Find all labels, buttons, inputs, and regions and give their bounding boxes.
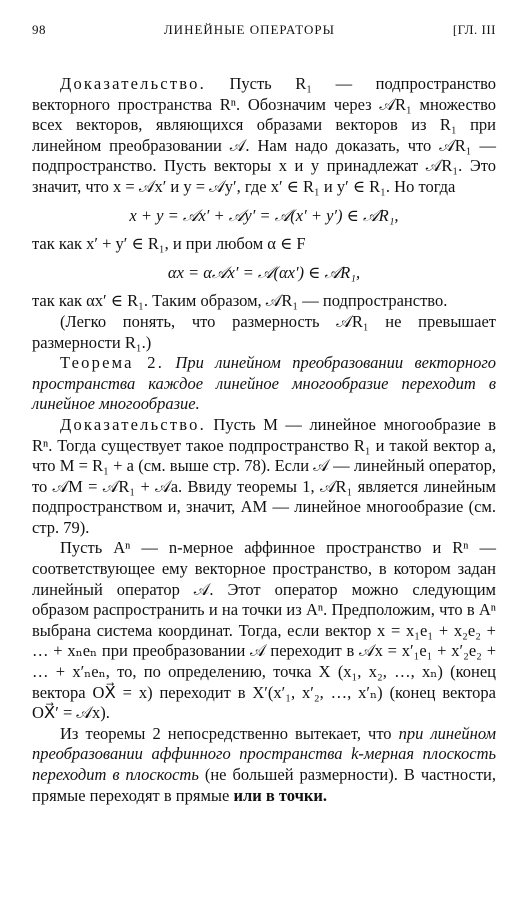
final-text-1: Из теоремы 2 непосредственно вытекает, что (60, 723, 399, 743)
proof-text-2: Пусть M — линейное многообразие в Rⁿ. Тогда существует такое подпространство R₁ и такой вектор a, что M = R₁ + a (см. выше стр. 78). Если 𝒜 — линейный оператор, то 𝒜M = 𝒜R₁ + 𝒜a. Ввиду теоремы 1, 𝒜R₁ является линейным подпространством и, значит, AM — линейное многообразие (см. стр. 79). (32, 414, 496, 537)
formula-sum: x + y = 𝒜x′ + 𝒜y′ = 𝒜(x′ + y′) ∈ 𝒜R₁, (129, 205, 399, 225)
final-italic-claim: при линейном преобразовании аффинного пространства k-мерная плоскость переходит в плоскость (32, 723, 497, 784)
page-header (32, 22, 496, 38)
proof-label: Доказательство. (60, 74, 206, 93)
text-conclusion: так как αx′ ∈ R₁. Таким образом, 𝒜R₁ — подпространство. (32, 291, 448, 311)
chapter-marker: [ГЛ. III (452, 22, 496, 37)
final-bold-text: или в точки. (233, 785, 328, 805)
theorem-label: Теорема 2. (60, 353, 165, 373)
text-sum-justification: так как x′ + y′ ∈ R₁, и при любом α ∈ F (32, 234, 306, 254)
proof-text: Пусть R₁ — подпространство векторного пространства Rⁿ. Обозначим через 𝒜R₁ множество всех векторов, являющихся образами векторов из R₁ при линейном преобразовании 𝒜. Нам надо доказать, что 𝒜R₁ — подпространство. Пусть векторы x и y принадлежат 𝒜R₁. Это значит, что x = 𝒜x′ и y = 𝒜y′, где x′ ∈ R₁ и y′ ∈ R₁. Но тогда (32, 74, 496, 196)
theorem-paragraph (32, 353, 496, 415)
final-text-2: (не большей размерности). В частности, прямые переходят в прямые (32, 765, 496, 805)
affine-paragraph: Пусть Aⁿ — n-мерное аффинное пространство и Rⁿ — соответствующее ему векторное пространство, в котором задан линейный оператор 𝒜. Этот оператор можно следующим образом распространить и на точки из Aⁿ. Предположим, что в Aⁿ выбрана система координат. Тогда, если вектор x = x₁e₁ + x₂e₂ + … + xₙeₙ при преобразовании 𝒜 переходит в 𝒜x = x′₁e₁ + x′₂e₂ + … + x′ₙeₙ, то, по определению, точка X (x₁, x₂, …, xₙ) (конец вектора OX⃗ = x) переходит в X′(x′₁, x′₂, …, x′ₙ) (конец вектора OX⃗′ = 𝒜x). (32, 538, 496, 723)
running-title: ЛИНЕЙНЫЕ ОПЕРАТОРЫ (163, 22, 335, 37)
note-paragraph: (Легко понять, что размерность 𝒜R₁ не превышает размерности R₁.) (32, 311, 496, 352)
final-paragraph (32, 724, 496, 806)
page-body (32, 74, 496, 806)
proof-paragraph-2 (32, 415, 496, 539)
proof-label-2: Доказательство. (60, 414, 206, 434)
formula-scalar: αx = α𝒜x′ = 𝒜(αx′) ∈ 𝒜R₁, (167, 262, 361, 282)
theorem-statement: При линейном преобразовании векторного пространства каждое линейное многообразие переходит в линейное многообразие. (32, 353, 497, 414)
page-number: 98 (32, 22, 46, 37)
proof-paragraph-1 (32, 74, 496, 198)
